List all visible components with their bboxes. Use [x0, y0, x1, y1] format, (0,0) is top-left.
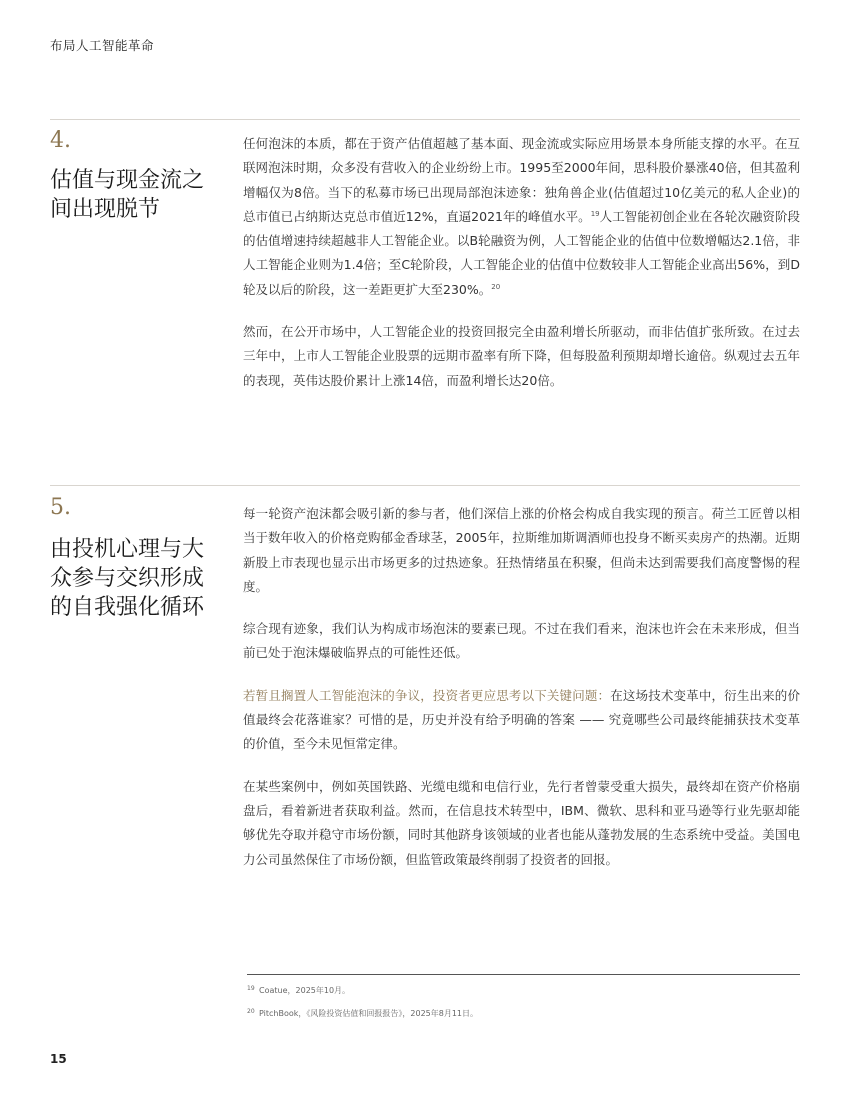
section-number: 4. [50, 128, 71, 153]
body-paragraph [243, 132, 800, 302]
section-number: 5. [50, 495, 71, 520]
body-paragraph [243, 684, 800, 757]
body-paragraph: 综合现有迹象，我们认为构成市场泡沫的要素已现。不过在我们看来，泡沫也许会在未来形成，但当前已处于泡沫爆破临界点的可能性还低。 [243, 621, 800, 661]
section-divider [50, 485, 800, 486]
footnote-text: Coatue，2025年10月。 [259, 986, 351, 995]
footnote-number: 20 [247, 1008, 255, 1015]
section-body [243, 132, 800, 411]
section-title: 由投机心理与大众参与交织形成的自我强化循环 [50, 537, 205, 620]
body-paragraph: 每一轮资产泡沫都会吸引新的参与者，他们深信上涨的价格会构成自我实现的预言。荷兰工匠曾以相当于数年收入的价格竞购郁金香球茎，2005年，拉斯维加斯调酒师也投身不断买卖房产的热潮。近期新股上市表现也显示出市场更多的过热迹象。狂热情绪虽在积聚，但尚未达到需要我们高度警惕的程度。 [243, 506, 800, 594]
running-header: 布局人工智能革命 [50, 38, 155, 53]
body-paragraph: 然而，在公开市场中，人工智能企业的投资回报完全由盈利增长所驱动，而非估值扩张所致。在过去三年中，上市人工智能企业股票的远期市盈率有所下降，但每股盈利预期却增长逾倍。纵观过去五年的表现，英伟达股价累计上涨14倍，而盈利增长达20倍。 [243, 324, 800, 388]
section-body [243, 502, 800, 890]
paragraph-text: 在这场技术变革中，衍生出来的价值最终会花落谁家？可惜的是，历史并没有给予明确的答案 —— 究竟哪些公司最终能捕获技术变革的价值，至今未见恒常定律。 [243, 687, 800, 752]
paragraph-text: 人工智能初创企业在各轮次融资阶段的估值增速持续超越非人工智能企业。以B轮融资为例，人工智能企业的估值中位数增幅达2.1倍，非人工智能企业则为1.4倍；至C轮阶段，人工智能企业的估值中位数较非人工智能企业高出56%，到D轮及以后的阶段，这一差距更扩大至230%。 [243, 208, 800, 297]
footnote [247, 1008, 478, 1019]
page-number: 15 [50, 1052, 67, 1066]
section-title: 估值与现金流之间出现脱节 [50, 168, 205, 222]
footnote [247, 985, 350, 996]
body-paragraph: 在某些案例中，例如英国铁路、光缆电缆和电信行业，先行者曾蒙受重大损失，最终却在资产价格崩盘后，看着新进者获取利益。然而，在信息技术转型中，IBM、微软、思科和亚马逊等行业先驱却能够优先夺取并稳守市场份额，同时其他跻身该领域的业者也能从蓬勃发展的生态系统中受益。美国电力公司虽然保住了市场份额，但监管政策最终削弱了投资者的回报。 [243, 778, 800, 867]
highlighted-lead: 若暂且搁置人工智能泡沫的争议，投资者更应思考以下关键问题： [243, 687, 611, 703]
footnote-text: PitchBook，《风险投资估值和回报报告》，2025年8月11日。 [259, 1009, 479, 1018]
footnote-ref[interactable]: 20 [491, 282, 501, 291]
footnote-ref[interactable]: 19 [590, 209, 600, 218]
section-divider [50, 119, 800, 120]
footnote-divider [247, 974, 800, 975]
paragraph-text: 任何泡沫的本质，都在于资产估值超越了基本面、现金流或实际应用场景本身所能支撑的水平。在互联网泡沫时期，众多没有营收入的企业纷纷上市。1995至2000年间，思科股价暴涨40倍，但其盈利增幅仅为8倍。当下的私募市场已出现局部泡沫迹象：独角兽企业(估值超过10亿美元的私人企业)的总市值已占纳斯达克总市值近12%，直逼2021年的峰值水平。 [243, 136, 800, 224]
footnote-number: 19 [247, 985, 255, 992]
